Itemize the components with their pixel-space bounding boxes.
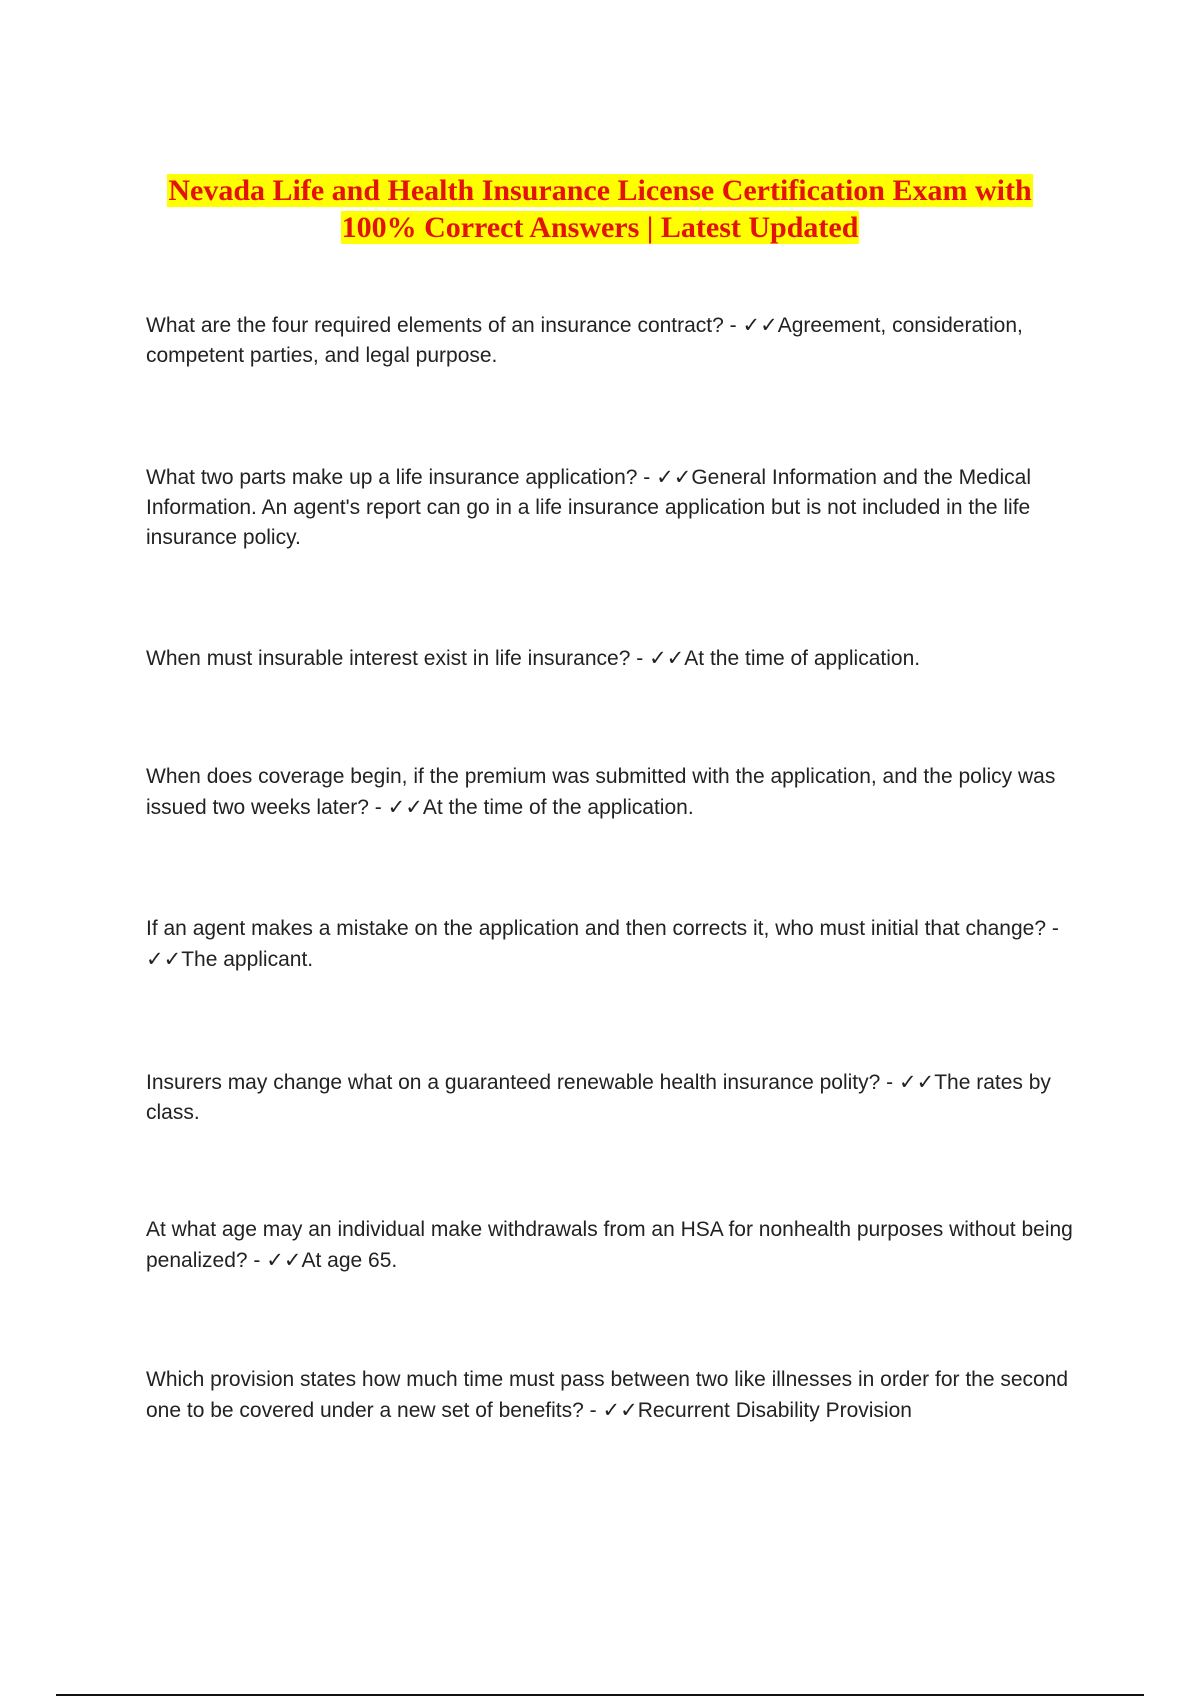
question: When must insurable interest exist in life insurance?	[146, 647, 631, 670]
check-marks-icon: ✓✓	[898, 1070, 935, 1094]
footer-divider	[56, 1694, 1144, 1696]
qa-item-1	[146, 310, 1086, 371]
check-marks-icon: ✓✓	[649, 646, 685, 670]
question: What two parts make up a life insurance application?	[146, 466, 638, 489]
qa-item-6	[146, 1067, 1086, 1128]
separator: -	[368, 796, 388, 819]
document-title	[120, 172, 1080, 246]
answer: The rates by class.	[146, 1071, 1051, 1124]
qa-item-8	[146, 1365, 1086, 1426]
answer: General Information and the Medical Information. An agent's report can go in a life insurance application but is not included in the life insurance policy.	[146, 466, 1032, 549]
check-marks-icon: ✓✓	[266, 1248, 302, 1272]
question: Which provision states how much time must pass between two like illnesses in order for the second one to be covered under a new set of benefits?	[146, 1368, 1069, 1422]
answer: The applicant.	[181, 948, 314, 971]
question: Insurers may change what on a guaranteed renewable health insurance polity?	[146, 1071, 881, 1094]
answer: At age 65.	[301, 1249, 398, 1272]
qa-item-4	[146, 762, 1086, 823]
title-line-2: 100% Correct Answers | Latest Updated	[341, 211, 859, 244]
check-marks-icon: ✓✓	[602, 1398, 638, 1422]
answer: Agreement, consideration, competent parties, and legal purpose.	[146, 314, 1023, 367]
qa-item-3	[146, 643, 1086, 674]
qa-item-5	[146, 914, 1086, 975]
separator: -	[880, 1071, 899, 1094]
question: At what age may an individual make withdrawals from an HSA for nonhealth purposes without being penalized?	[146, 1218, 1073, 1272]
answer: At the time of application.	[684, 647, 921, 670]
qa-item-7	[146, 1215, 1086, 1276]
title-line-1: Nevada Life and Health Insurance License Certification Exam with	[168, 174, 1032, 207]
separator: -	[247, 1249, 267, 1272]
separator: -	[1046, 917, 1059, 940]
separator: -	[637, 466, 657, 489]
question: When does coverage begin, if the premium was submitted with the application, and the policy was issued two weeks later?	[146, 765, 1056, 819]
separator: -	[723, 314, 743, 337]
check-marks-icon: ✓✓	[742, 313, 778, 337]
qa-item-2	[146, 462, 1086, 553]
check-marks-icon: ✓✓	[146, 947, 182, 971]
check-marks-icon: ✓✓	[387, 795, 423, 819]
question: If an agent makes a mistake on the application and then corrects it, who must initial that change?	[146, 917, 1047, 940]
check-marks-icon: ✓✓	[656, 465, 692, 489]
answer: Recurrent Disability Provision	[637, 1399, 912, 1422]
separator: -	[583, 1399, 603, 1422]
answer: At the time of the application.	[422, 796, 694, 819]
separator: -	[630, 647, 650, 670]
question: What are the four required elements of an insurance contract?	[146, 314, 724, 337]
